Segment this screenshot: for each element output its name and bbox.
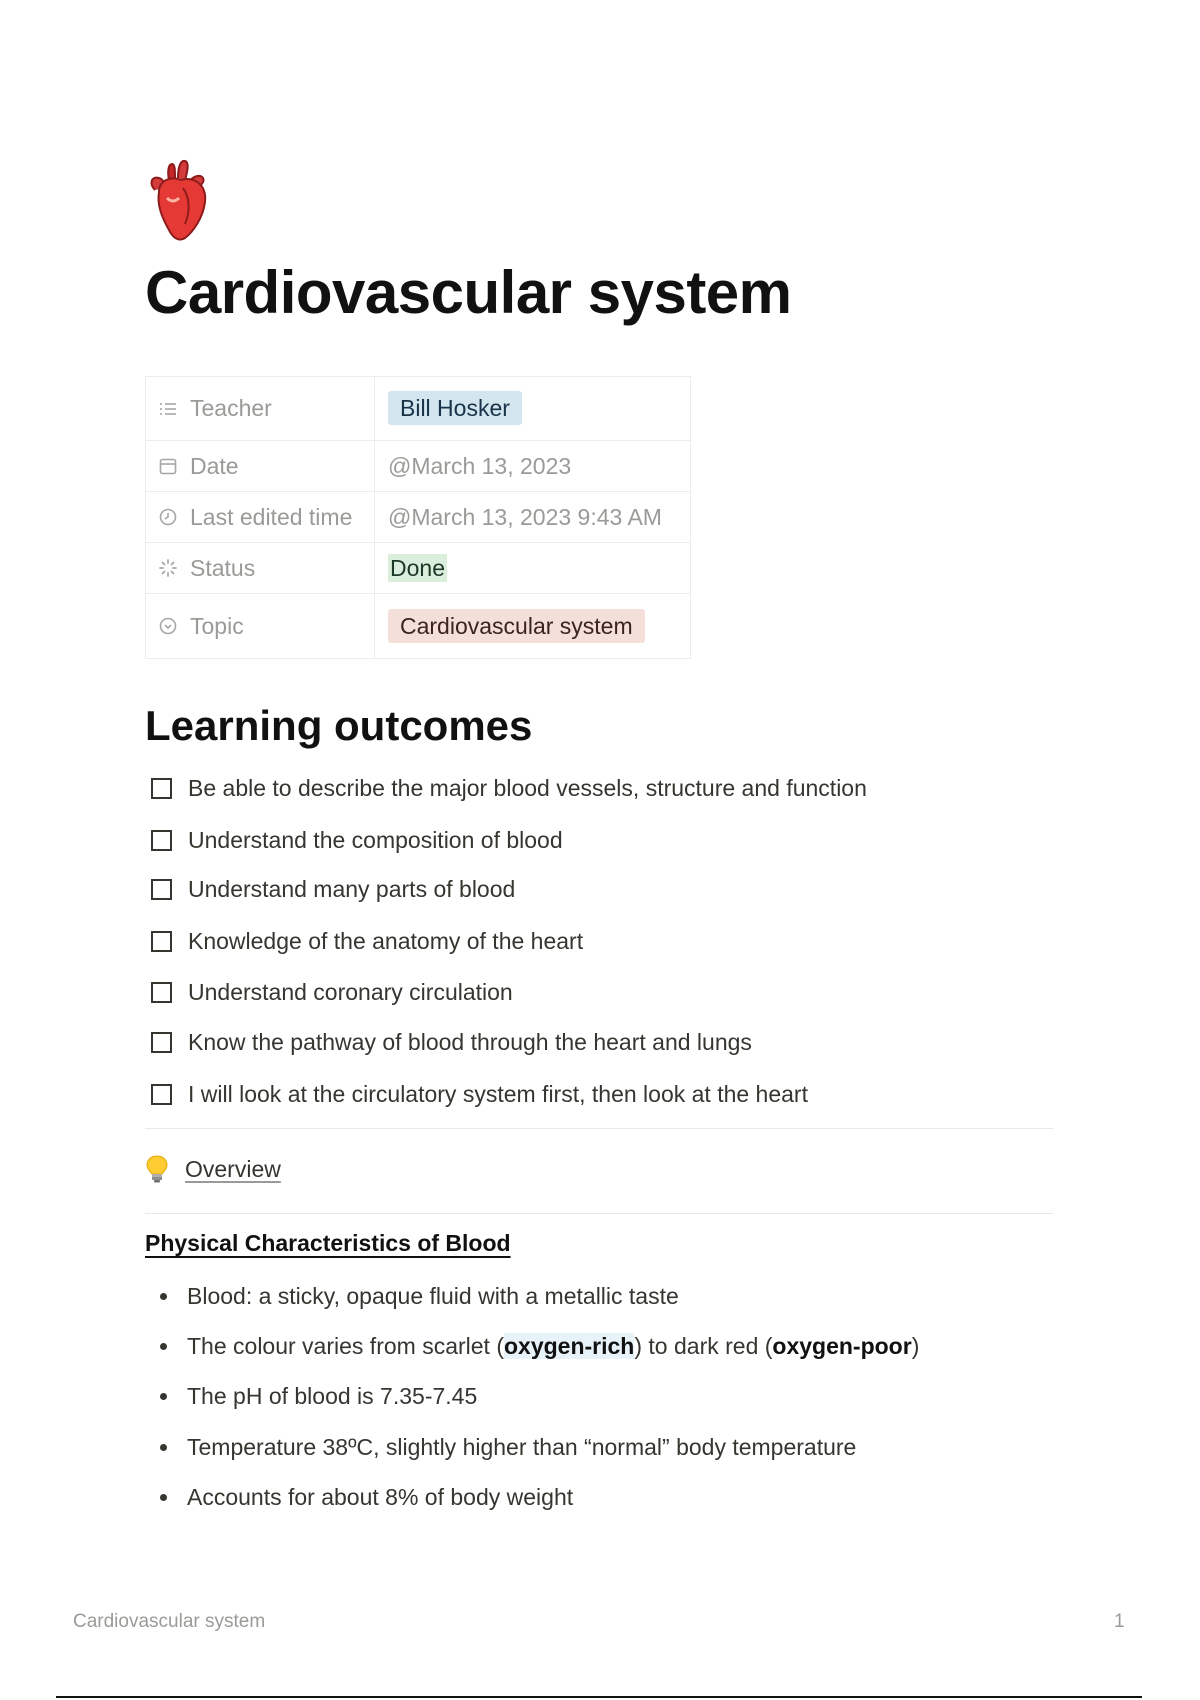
learning-outcomes-heading: Learning outcomes [145,702,533,749]
physical-characteristics-heading: Physical Characteristics of Blood [145,1230,511,1256]
date-mention[interactable]: @March 13, 2023 [388,452,572,479]
property-row-topic [146,594,691,659]
property-key: Status [190,554,256,581]
todo-text: Understand the composition of blood [188,827,563,853]
list-item-text: Blood: a sticky, opaque fluid with a metallic taste [187,1283,679,1309]
footer-title: Cardiovascular system [73,1611,266,1632]
todo-item[interactable] [151,876,515,903]
todo-text: Know the pathway of blood through the heart and lungs [188,1029,752,1055]
page-title: Cardiovascular system [145,259,792,326]
anatomical-heart-icon [145,158,215,243]
select-circle-icon [158,616,178,636]
footer-rule [56,1696,1142,1698]
status-spinner-icon [158,558,178,578]
teacher-tag[interactable]: Bill Hosker [388,391,522,425]
divider [145,1128,1053,1129]
checkbox[interactable] [151,1084,172,1105]
highlight-oxygen-rich: oxygen-rich [503,1333,635,1359]
list-item [160,1283,679,1310]
todo-text: I will look at the circulatory system first, then look at the heart [188,1081,808,1107]
topic-tag[interactable]: Cardiovascular system [388,609,645,643]
page-number: 1 [1114,1611,1125,1632]
overview-link[interactable]: Overview [185,1155,281,1182]
todo-text: Understand coronary circulation [188,979,513,1005]
todo-item[interactable] [151,928,583,955]
property-key: Topic [190,612,244,639]
checkbox[interactable] [151,830,172,851]
todo-item[interactable] [151,827,563,854]
list-item [160,1434,856,1461]
list-item-text: Accounts for about 8% of body weight [187,1484,574,1510]
property-row-date [146,441,691,492]
todo-item[interactable] [151,775,867,802]
list-item-text: Temperature 38ºC, slightly higher than “normal” body temperature [187,1434,857,1460]
todo-item[interactable] [151,979,513,1006]
list-item-text: The pH of blood is 7.35-7.45 [187,1383,478,1409]
list-item [160,1333,919,1360]
clock-icon [158,507,178,527]
list-icon [158,399,178,419]
checkbox[interactable] [151,931,172,952]
overview-link-block[interactable] [145,1154,281,1184]
checkbox[interactable] [151,982,172,1003]
todo-item[interactable] [151,1081,808,1108]
calendar-icon [158,456,178,476]
todo-item[interactable] [151,1029,752,1056]
property-row-status [146,543,691,594]
list-item-text: The colour varies from scarlet (oxygen-rich) to dark red (oxygen-poor) [187,1333,920,1359]
property-row-teacher [146,377,691,441]
checkbox[interactable] [151,1032,172,1053]
status-value[interactable]: Done [390,554,445,581]
list-item [160,1484,573,1511]
property-row-last-edited [146,492,691,543]
lightbulb-icon [145,1154,169,1184]
divider [145,1213,1053,1214]
checkbox[interactable] [151,778,172,799]
properties-table [145,376,691,659]
property-key: Last edited time [190,503,353,530]
todo-text: Understand many parts of blood [188,876,516,902]
bold-oxygen-poor: oxygen-poor [772,1333,912,1359]
todo-text: Knowledge of the anatomy of the heart [188,928,584,954]
todo-text: Be able to describe the major blood vessels, structure and function [188,775,867,801]
property-key: Date [190,452,239,479]
checkbox[interactable] [151,879,172,900]
list-item [160,1383,477,1410]
property-key: Teacher [190,395,272,421]
last-edited-value: @March 13, 2023 9:43 AM [388,503,662,530]
